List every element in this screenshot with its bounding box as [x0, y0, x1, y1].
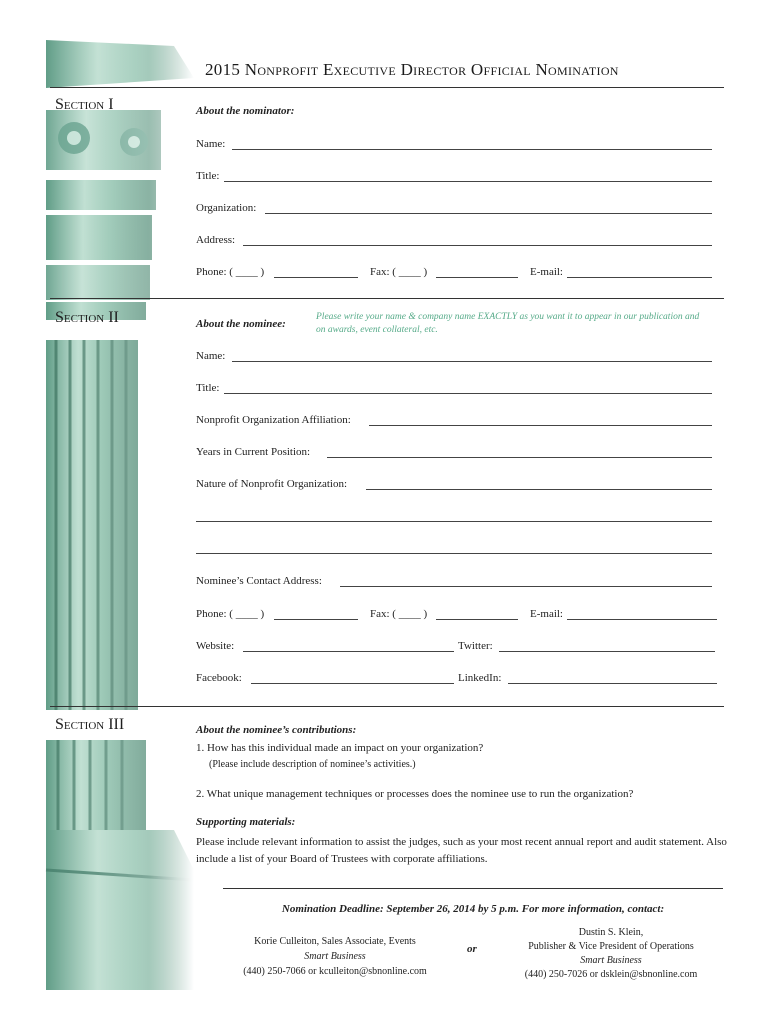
nominator-fax-field[interactable] [436, 277, 518, 278]
nominator-address-label: Address: [196, 234, 236, 246]
nominator-subheading: About the nominator: [196, 105, 295, 117]
nominee-nature-field-line-2[interactable] [196, 521, 712, 522]
nominator-phone-field[interactable] [274, 277, 358, 278]
nominee-fax-label: Fax: ( ____ ) [370, 608, 428, 620]
deadline-text: Nomination Deadline: September 26, 2014 by 5 p.m. For more information, contact: [281, 903, 665, 915]
nominator-phone-label: Phone: ( ____ ) [196, 266, 265, 278]
nominee-affiliation-field[interactable] [369, 425, 712, 426]
nominee-facebook-field[interactable] [251, 683, 454, 684]
nominee-twitter-field[interactable] [499, 651, 715, 652]
section-2-rule [50, 706, 724, 707]
nominee-title-label: Title: [196, 382, 220, 394]
nominee-years-label: Years in Current Position: [196, 446, 311, 458]
contributions-subheading: About the nominee’s contributions: [196, 724, 357, 736]
nominator-email-field[interactable] [567, 277, 712, 278]
nominee-email-label: E-mail: [530, 608, 563, 620]
nominator-email-label: E-mail: [530, 266, 563, 278]
contact-2-title: Publisher & Vice President of Operations [528, 941, 694, 952]
nominee-phone-label: Phone: ( ____ ) [196, 608, 265, 620]
nominee-contact-label: Nominee’s Contact Address: [196, 575, 322, 587]
nominator-organization-label: Organization: [196, 202, 257, 214]
section-2-heading: Section II [55, 309, 119, 326]
section-1-rule [50, 298, 724, 299]
nominee-name-label: Name: [196, 350, 226, 362]
question-1: 1. How has this individual made an impact on your organization? [196, 742, 484, 754]
question-1-note: (Please include description of nominee’s activities.) [209, 759, 416, 770]
nominator-fax-label: Fax: ( ____ ) [370, 266, 428, 278]
nominee-twitter-label: Twitter: [458, 640, 493, 652]
nominee-facebook-label: Facebook: [196, 672, 242, 684]
nominee-nature-field[interactable] [366, 489, 712, 490]
nominee-fax-field[interactable] [436, 619, 518, 620]
nominee-nature-label: Nature of Nonprofit Organization: [196, 478, 348, 490]
contact-1-name: Korie Culleiton, Sales Associate, Events [254, 936, 416, 947]
contact-1-company: Smart Business [304, 951, 366, 962]
nominee-subheading: About the nominee: [196, 318, 286, 330]
nominator-name-label: Name: [196, 138, 226, 150]
contact-2-company: Smart Business [580, 955, 642, 966]
contact-1 [215, 934, 455, 979]
pillar-illustration [44, 40, 194, 990]
section-1-heading: Section I [55, 96, 114, 113]
nominee-years-field[interactable] [327, 457, 712, 458]
footer-rule [223, 888, 723, 889]
nominee-title-field[interactable] [224, 393, 712, 394]
section-3-heading: Section III [55, 716, 125, 733]
contact-2 [495, 926, 727, 982]
supporting-heading: Supporting materials: [196, 816, 296, 828]
question-2: 2. What unique management techniques or processes does the nominee use to run the organization? [196, 788, 634, 800]
contact-2-name: Dustin S. Klein, [578, 927, 644, 938]
nominee-phone-field[interactable] [274, 619, 358, 620]
nominee-affiliation-label: Nonprofit Organization Affiliation: [196, 414, 351, 426]
nominee-email-field[interactable] [567, 619, 717, 620]
nominee-website-field[interactable] [243, 651, 454, 652]
nominee-linkedin-label: LinkedIn: [458, 672, 502, 684]
nominee-linkedin-field[interactable] [508, 683, 717, 684]
page-title: 2015 Nonprofit Executive Director Official Nomination [205, 60, 619, 79]
nominator-name-field[interactable] [232, 149, 712, 150]
nominee-note: Please write your name & company name EXACTLY as you want it to appear in our publication and on awards, event collateral, etc. [316, 312, 700, 335]
supporting-text: Please include relevant information to assist the judges, such as your most recent annual report and audit statement. Also include a list of your Board of Trustees with corporate affiliations. [196, 836, 727, 865]
contact-1-phone-email: (440) 250-7066 or kculleiton@sbnonline.com [243, 966, 427, 977]
nominator-organization-field[interactable] [265, 213, 712, 214]
contact-2-phone-email: (440) 250-7026 or dsklein@sbnonline.com [524, 969, 698, 980]
nominator-address-field[interactable] [243, 245, 712, 246]
nominator-title-label: Title: [196, 170, 220, 182]
nominee-website-label: Website: [196, 640, 235, 652]
title-rule [50, 87, 724, 88]
nominator-title-field[interactable] [224, 181, 712, 182]
nominee-name-field[interactable] [232, 361, 712, 362]
nominee-contact-field[interactable] [340, 586, 712, 587]
nominee-nature-field-line-3[interactable] [196, 553, 712, 554]
or-text: or [467, 943, 477, 955]
